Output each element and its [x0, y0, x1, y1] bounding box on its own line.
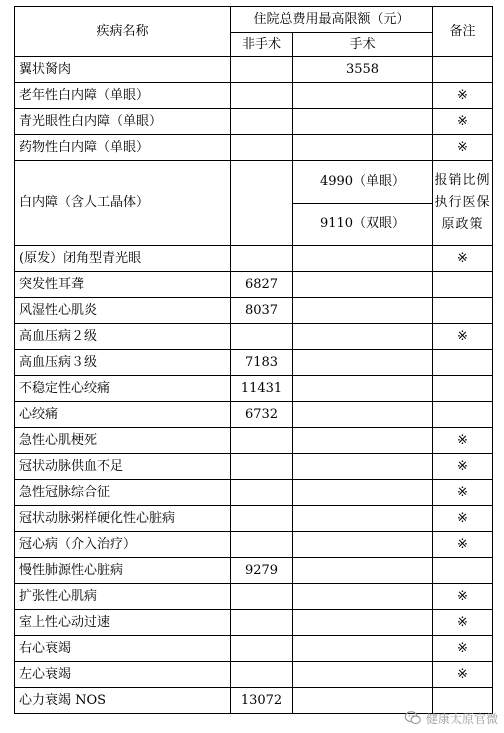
surgery-cell	[293, 558, 433, 584]
surgery-cell	[293, 636, 433, 662]
non-surgery-cell: 6827	[231, 272, 293, 298]
disease-name-cell: 左心衰竭	[15, 662, 231, 688]
non-surgery-cell	[231, 109, 293, 135]
surgery-cell	[293, 246, 433, 272]
remark-cell: ※	[433, 83, 493, 109]
remark-cell: ※	[433, 428, 493, 454]
non-surgery-cell	[231, 324, 293, 350]
disease-name-cell: 风湿性心肌炎	[15, 298, 231, 324]
remark-cell: ※	[433, 246, 493, 272]
surgery-cell	[293, 402, 433, 428]
remark-cell	[433, 272, 493, 298]
remark-cell: ※	[433, 454, 493, 480]
disease-name-cell: 冠状动脉粥样硬化性心脏病	[15, 506, 231, 532]
non-surgery-cell	[231, 454, 293, 480]
non-surgery-cell: 6732	[231, 402, 293, 428]
table-row	[15, 506, 493, 532]
surgery-double-eye-value: 9110（双眼）	[319, 216, 406, 232]
non-surgery-cell	[231, 636, 293, 662]
non-surgery-cell	[231, 584, 293, 610]
remark-cell: ※	[433, 324, 493, 350]
remark-cell: ※	[433, 135, 493, 161]
non-surgery-cell	[231, 532, 293, 558]
non-surgery-cell	[231, 161, 293, 246]
surgery-cell: 3558	[293, 57, 433, 83]
remark-cell: ※	[433, 610, 493, 636]
surgery-cell	[293, 480, 433, 506]
surgery-cell	[293, 161, 433, 246]
disease-name-cell: 急性冠脉综合征	[15, 480, 231, 506]
remark-cell: ※	[433, 636, 493, 662]
remark-cell	[433, 376, 493, 402]
disease-name-cell: 急性心肌梗死	[15, 428, 231, 454]
remark-cell	[433, 558, 493, 584]
disease-name-cell: 药物性白内障（单眼）	[15, 135, 231, 161]
remark-cell	[433, 402, 493, 428]
non-surgery-cell: 9279	[231, 558, 293, 584]
remark-cell: ※	[433, 480, 493, 506]
header-non-surgery: 非手术	[231, 33, 293, 57]
table-body	[15, 57, 493, 714]
disease-name-cell: 不稳定性心绞痛	[15, 376, 231, 402]
table-row	[15, 57, 493, 83]
table-row	[15, 83, 493, 109]
table-row	[15, 428, 493, 454]
surgery-cell	[293, 272, 433, 298]
table-row	[15, 272, 493, 298]
disease-name-cell: 扩张性心肌病	[15, 584, 231, 610]
remark-cell: ※	[433, 532, 493, 558]
table-row	[15, 610, 493, 636]
non-surgery-cell	[231, 610, 293, 636]
surgery-cell	[293, 428, 433, 454]
non-surgery-cell: 8037	[231, 298, 293, 324]
remark-cell: ※	[433, 109, 493, 135]
table-row	[15, 109, 493, 135]
disease-name-cell: (原发）闭角型青光眼	[15, 246, 231, 272]
remark-cell	[433, 57, 493, 83]
non-surgery-cell	[231, 135, 293, 161]
remark-cell: ※	[433, 506, 493, 532]
watermark	[404, 709, 498, 727]
table-row	[15, 636, 493, 662]
non-surgery-cell	[231, 83, 293, 109]
disease-name-cell: 青光眼性白内障（单眼）	[15, 109, 231, 135]
non-surgery-cell: 13072	[231, 688, 293, 714]
disease-name-cell: 心力衰竭 NOS	[15, 688, 231, 714]
remark-cell	[433, 350, 493, 376]
non-surgery-cell	[231, 506, 293, 532]
table-row	[15, 480, 493, 506]
surgery-cell	[293, 532, 433, 558]
table-row	[15, 454, 493, 480]
surgery-cell	[293, 584, 433, 610]
table-row	[15, 135, 493, 161]
disease-name-cell: 室上性心动过速	[15, 610, 231, 636]
remark-note: 报销比例执行医保原政策	[434, 173, 491, 232]
non-surgery-cell: 7183	[231, 350, 293, 376]
non-surgery-cell	[231, 428, 293, 454]
non-surgery-cell	[231, 246, 293, 272]
remark-cell: ※	[433, 584, 493, 610]
surgery-cell	[293, 298, 433, 324]
table-row	[15, 246, 493, 272]
table-row	[15, 558, 493, 584]
non-surgery-cell	[231, 480, 293, 506]
disease-name-cell: 右心衰竭	[15, 636, 231, 662]
disease-name-cell: 老年性白内障（单眼）	[15, 83, 231, 109]
surgery-cell	[293, 135, 433, 161]
surgery-cell	[293, 506, 433, 532]
header-surgery: 手术	[293, 33, 433, 57]
table-row	[15, 662, 493, 688]
disease-name-cell: 高血压病２级	[15, 324, 231, 350]
cost-limit-table	[14, 6, 493, 714]
table-row	[15, 298, 493, 324]
header-disease-name: 疾病名称	[15, 7, 231, 57]
surgery-cell	[293, 350, 433, 376]
surgery-cell	[293, 109, 433, 135]
non-surgery-cell	[231, 57, 293, 83]
wechat-icon	[404, 709, 422, 727]
disease-name-cell: 翼状胬肉	[15, 57, 231, 83]
disease-name-cell: 突发性耳聋	[15, 272, 231, 298]
non-surgery-cell: 11431	[231, 376, 293, 402]
table-row	[15, 350, 493, 376]
surgery-cell	[293, 454, 433, 480]
table-row	[15, 584, 493, 610]
disease-name-cell: 冠心病（介入治疗）	[15, 532, 231, 558]
table-row	[15, 324, 493, 350]
disease-name-cell: 高血压病３级	[15, 350, 231, 376]
surgery-cell	[293, 324, 433, 350]
watermark-text: 健康太原官微	[425, 711, 498, 726]
surgery-cell	[293, 662, 433, 688]
surgery-cell	[293, 83, 433, 109]
table-row	[15, 402, 493, 428]
disease-name-cell: 冠状动脉供血不足	[15, 454, 231, 480]
surgery-cell	[293, 376, 433, 402]
surgery-cell	[293, 610, 433, 636]
disease-name-cell: 慢性肺源性心脏病	[15, 558, 231, 584]
table-row	[15, 161, 493, 246]
table-row	[15, 532, 493, 558]
remark-cell	[433, 161, 493, 246]
remark-cell: ※	[433, 662, 493, 688]
table-row	[15, 376, 493, 402]
non-surgery-cell	[231, 662, 293, 688]
disease-name-cell: 心绞痛	[15, 402, 231, 428]
surgery-single-eye-value: 4990（单眼）	[293, 161, 432, 204]
header-cost-group: 住院总费用最高限额（元）	[231, 7, 433, 33]
remark-cell	[433, 298, 493, 324]
header-remark: 备注	[433, 7, 493, 57]
disease-name-cell: 白内障（含人工晶体）	[15, 161, 231, 246]
